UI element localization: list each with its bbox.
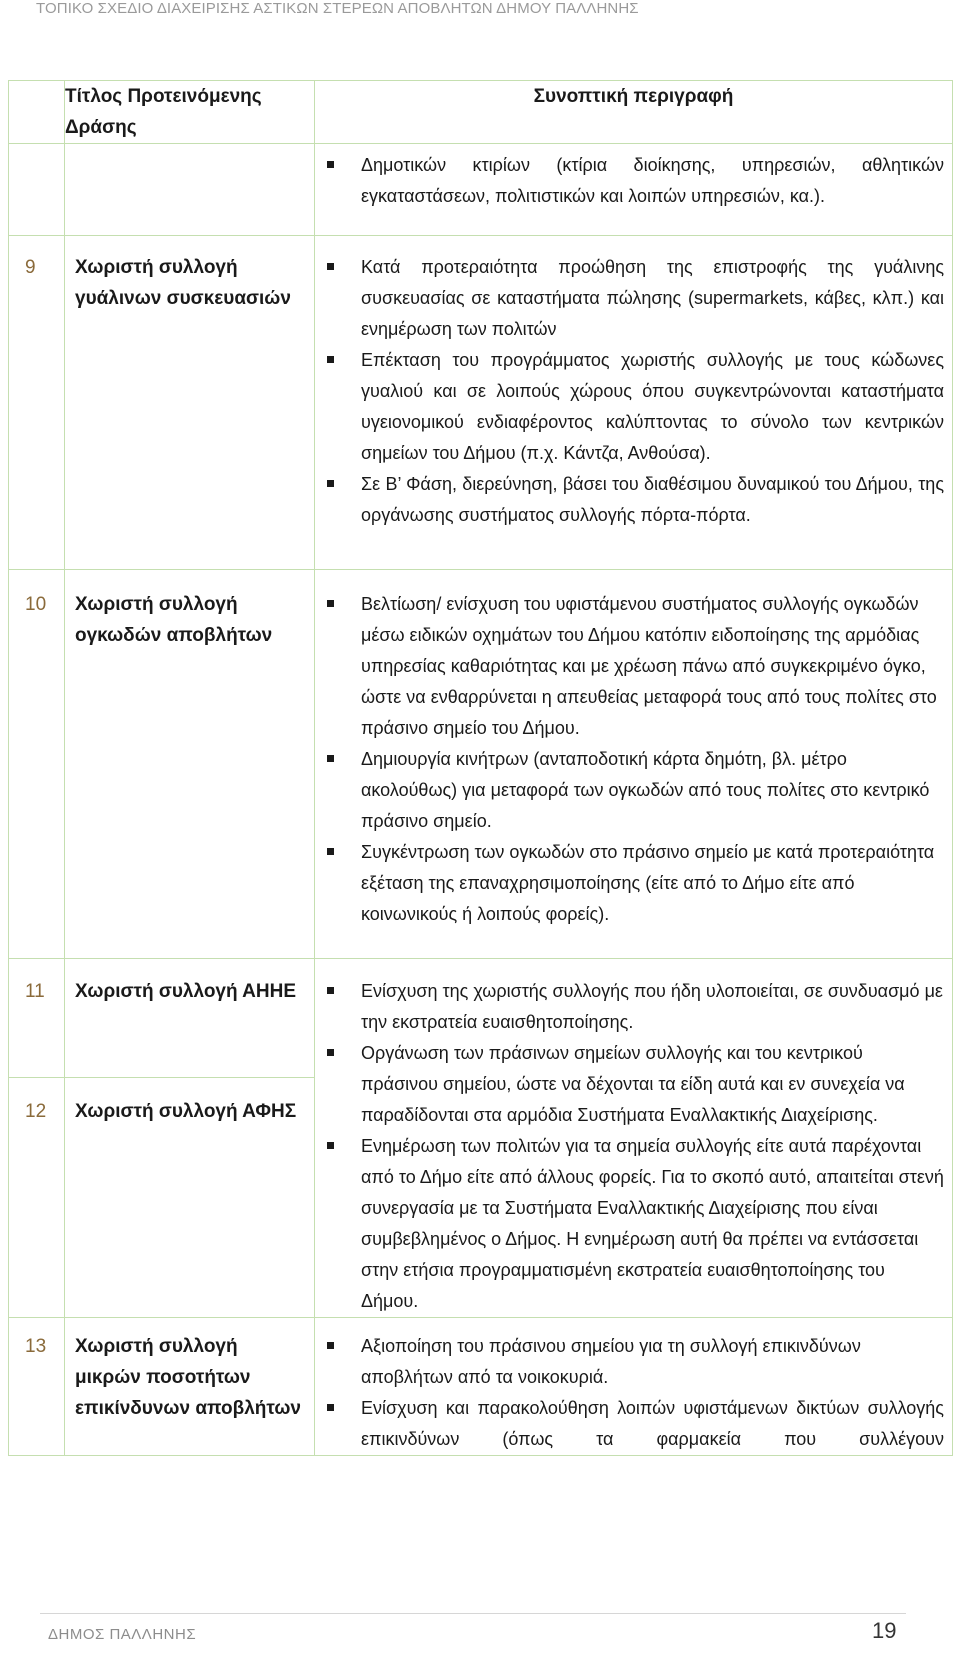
list-item: Βελτίωση/ ενίσχυση του υφιστάμενου συστήματος συλλογής ογκωδών μέσω ειδικών οχημάτων του Δήμου κατόπιν ειδοποίησης της αρμόδιας υπηρεσίας καθαριότητας και με χρέωση πάνω από συγκεκριμένο όγκο, ώστε να ενθαρρύνεται η απευθείας μεταφορά τους από τους πολίτες στο πράσινο σημείο του Δήμου. <box>361 589 944 744</box>
header-title-cell: Τίτλος Προτεινόμενης Δράσης <box>65 81 315 144</box>
list-item: Συγκέντρωση των ογκωδών στο πράσινο σημείο με κατά προτεραιότητα εξέταση της επαναχρησιμοποίησης (είτε από το Δήμο είτε από κοινωνικούς ή λοιπούς φορείς). <box>361 837 944 930</box>
list-item: Αξιοποίηση του πράσινου σημείου για τη συλλογή επικινδύνων αποβλήτων από τα νοικοκυριά. <box>361 1331 944 1393</box>
footer-municipality: ΔΗΜΟΣ ΠΑΛΛΗΝΗΣ <box>48 1626 197 1643</box>
description-cell <box>315 236 953 570</box>
row-number: 12 <box>9 1078 65 1318</box>
row-title: Χωριστή συλλογή μικρών ποσοτήτων επικίνδυνων αποβλήτων <box>65 1318 315 1456</box>
row-title: Χωριστή συλλογή ΑΦΗΣ <box>65 1078 315 1318</box>
list-item: Δημιουργία κινήτρων (ανταποδοτική κάρτα δημότη, βλ. μέτρο ακολούθως) για μεταφορά των ογκωδών από τους πολίτες στο κεντρικό πράσινο σημείο. <box>361 744 944 837</box>
row-number: 10 <box>9 570 65 959</box>
list-item: Ενίσχυση και παρακολούθηση λοιπών υφιστάμενων δικτύων συλλογής επικινδύνων (όπως τα φαρμακεία που συλλέγουν <box>361 1393 944 1455</box>
table-row-continued <box>9 144 953 236</box>
header-description-cell: Συνοπτική περιγραφή <box>315 81 953 144</box>
description-cell <box>315 144 953 236</box>
description-cell <box>315 570 953 959</box>
table-row-10 <box>9 570 953 959</box>
table-row-9 <box>9 236 953 570</box>
list-item: Δημοτικών κτιρίων (κτίρια διοίκησης, υπηρεσιών, αθλητικών εγκαταστάσεων, πολιτιστικών και λοιπών υπηρεσιών, κα.). <box>361 150 944 212</box>
actions-table <box>8 80 953 1456</box>
description-cell <box>315 1318 953 1456</box>
row-title: Χωριστή συλλογή ΑΗΗΕ <box>65 959 315 1078</box>
table-row-11 <box>9 959 953 1078</box>
table-header-row <box>9 81 953 144</box>
bullet-list <box>315 1331 944 1455</box>
list-item: Ενίσχυση της χωριστής συλλογής που ήδη υλοποιείται, σε συνδυασμό με την εκστρατεία ευαισθητοποίησης. <box>361 976 944 1038</box>
title-cell <box>65 144 315 236</box>
list-item: Σε Β’ Φάση, διερεύνηση, βάσει του διαθέσιμου δυναμικού του Δήμου, της οργάνωσης συστήματος συλλογής πόρτα-πόρτα. <box>361 469 944 531</box>
list-item: Οργάνωση των πράσινων σημείων συλλογής και του κεντρικού πράσινου σημείου, ώστε να δέχονται τα είδη αυτά και εν συνεχεία να παραδίδονται στα αρμόδια Συστήματα Εναλλακτικής Διαχείρισης. <box>361 1038 944 1131</box>
row-title: Χωριστή συλλογή ογκωδών αποβλήτων <box>65 570 315 959</box>
row-title: Χωριστή συλλογή γυάλινων συσκευασιών <box>65 236 315 570</box>
table-row-13 <box>9 1318 953 1456</box>
bullet-list <box>315 147 944 212</box>
bullet-list <box>315 589 944 930</box>
page-number: 19 <box>872 1618 897 1643</box>
description-cell <box>315 959 953 1318</box>
bullet-list <box>315 976 944 1317</box>
list-item: Ενημέρωση των πολιτών για τα σημεία συλλογής είτε αυτά παρέχονται από το Δήμο είτε από άλλους φορείς. Για το σκοπό αυτό, απαιτείται στενή συνεργασία με τα Συστήματα Εναλλακτικής Διαχείρισης που είναι συμβεβλημένος ο Δήμος. Η ενημέρωση αυτή θα πρέπει να εντάσσεται στην ετήσια προγραμματισμένη εκστρατεία ευαισθητοποίησης του Δήμου. <box>361 1131 944 1317</box>
list-item: Επέκταση του προγράμματος χωριστής συλλογής με τους κώδωνες γυαλιού και σε λοιπούς χώρους όπου συγκεντρώνονται καταστήματα υγειονομικού ενδιαφέροντος καλύπτοντας το σύνολο των κεντρικών σημείων του Δήμου (π.χ. Κάντζα, Ανθούσα). <box>361 345 944 469</box>
bullet-list <box>315 252 944 531</box>
number-cell <box>9 144 65 236</box>
header-number-cell <box>9 81 65 144</box>
row-number: 9 <box>9 236 65 570</box>
row-number: 11 <box>9 959 65 1078</box>
row-number: 13 <box>9 1318 65 1456</box>
list-item: Κατά προτεραιότητα προώθηση της επιστροφής της γυάλινης συσκευασίας σε καταστήματα πώλησης (supermarkets, κάβες, κλπ.) και ενημέρωση των πολιτών <box>361 252 944 345</box>
footer-divider <box>40 1613 906 1614</box>
running-header: ΤΟΠΙΚΟ ΣΧΕΔΙΟ ΔΙΑΧΕΙΡΙΣΗΣ ΑΣΤΙΚΩΝ ΣΤΕΡΕΩΝ ΑΠΟΒΛΗΤΩΝ ΔΗΜΟΥ ΠΑΛΛΗΝΗΣ <box>36 0 639 17</box>
